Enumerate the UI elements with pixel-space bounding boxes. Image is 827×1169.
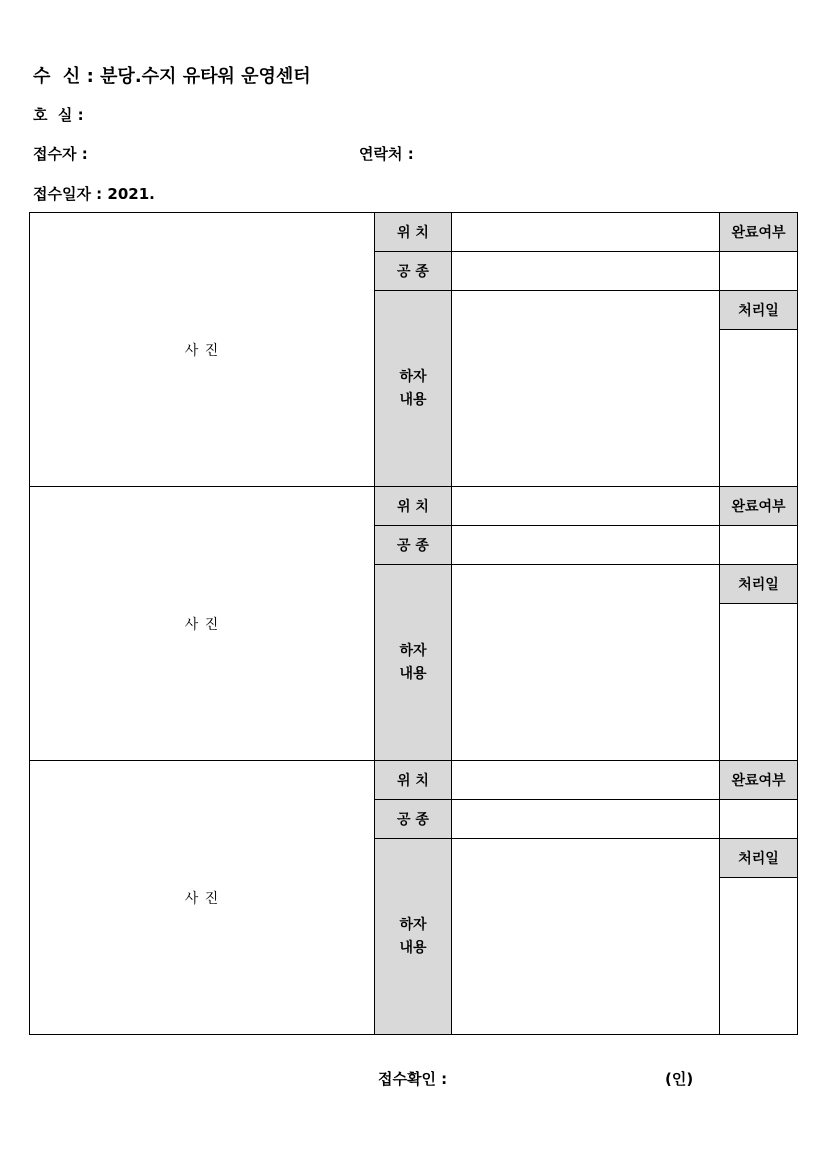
- photo-cell[interactable]: 사 진: [30, 213, 375, 487]
- processed-date-field[interactable]: [720, 604, 798, 761]
- defect-label: [375, 291, 452, 487]
- table-row: [30, 761, 798, 800]
- defect-label-line1: 하자: [399, 642, 427, 659]
- table-row: [30, 213, 798, 252]
- defect-content-field[interactable]: [452, 291, 720, 487]
- trade-label: 공 종: [375, 526, 452, 565]
- processed-date-label: 처리일: [720, 291, 798, 330]
- defect-content-field[interactable]: [452, 565, 720, 761]
- location-label: 위 치: [375, 213, 452, 252]
- location-field[interactable]: [452, 761, 720, 800]
- room-line: 호 실 :: [33, 106, 84, 124]
- processed-date-label: 처리일: [720, 565, 798, 604]
- recipient-line: 수 신 : 분당.수지 유타워 운영센터: [33, 66, 311, 87]
- trade-field[interactable]: [452, 526, 720, 565]
- completion-label: 완료여부: [720, 761, 798, 800]
- completion-field[interactable]: [720, 800, 798, 839]
- processed-date-field[interactable]: [720, 330, 798, 487]
- defect-label-line1: 하자: [399, 368, 427, 385]
- completion-label: 완료여부: [720, 213, 798, 252]
- completion-label: 완료여부: [720, 487, 798, 526]
- seal-mark: (인): [665, 1070, 694, 1088]
- date-line: 접수일자 : 2021.: [33, 185, 155, 203]
- defect-report-table: [29, 212, 798, 1035]
- completion-field[interactable]: [720, 252, 798, 291]
- processed-date-field[interactable]: [720, 878, 798, 1035]
- location-field[interactable]: [452, 213, 720, 252]
- contact-line: 연락처 :: [359, 145, 414, 163]
- trade-label: 공 종: [375, 252, 452, 291]
- completion-field[interactable]: [720, 526, 798, 565]
- defect-label-line2: 내용: [399, 665, 427, 682]
- photo-cell[interactable]: 사 진: [30, 487, 375, 761]
- location-label: 위 치: [375, 487, 452, 526]
- trade-field[interactable]: [452, 800, 720, 839]
- defect-label: [375, 839, 452, 1035]
- table-row: [30, 487, 798, 526]
- processed-date-label: 처리일: [720, 839, 798, 878]
- location-label: 위 치: [375, 761, 452, 800]
- defect-label-line2: 내용: [399, 939, 427, 956]
- trade-field[interactable]: [452, 252, 720, 291]
- defect-content-field[interactable]: [452, 839, 720, 1035]
- receiver-line: 접수자 :: [33, 145, 88, 163]
- defect-label-line1: 하자: [399, 916, 427, 933]
- receipt-confirm-label: 접수확인 :: [378, 1070, 448, 1088]
- photo-cell[interactable]: 사 진: [30, 761, 375, 1035]
- trade-label: 공 종: [375, 800, 452, 839]
- location-field[interactable]: [452, 487, 720, 526]
- defect-label-line2: 내용: [399, 391, 427, 408]
- defect-label: [375, 565, 452, 761]
